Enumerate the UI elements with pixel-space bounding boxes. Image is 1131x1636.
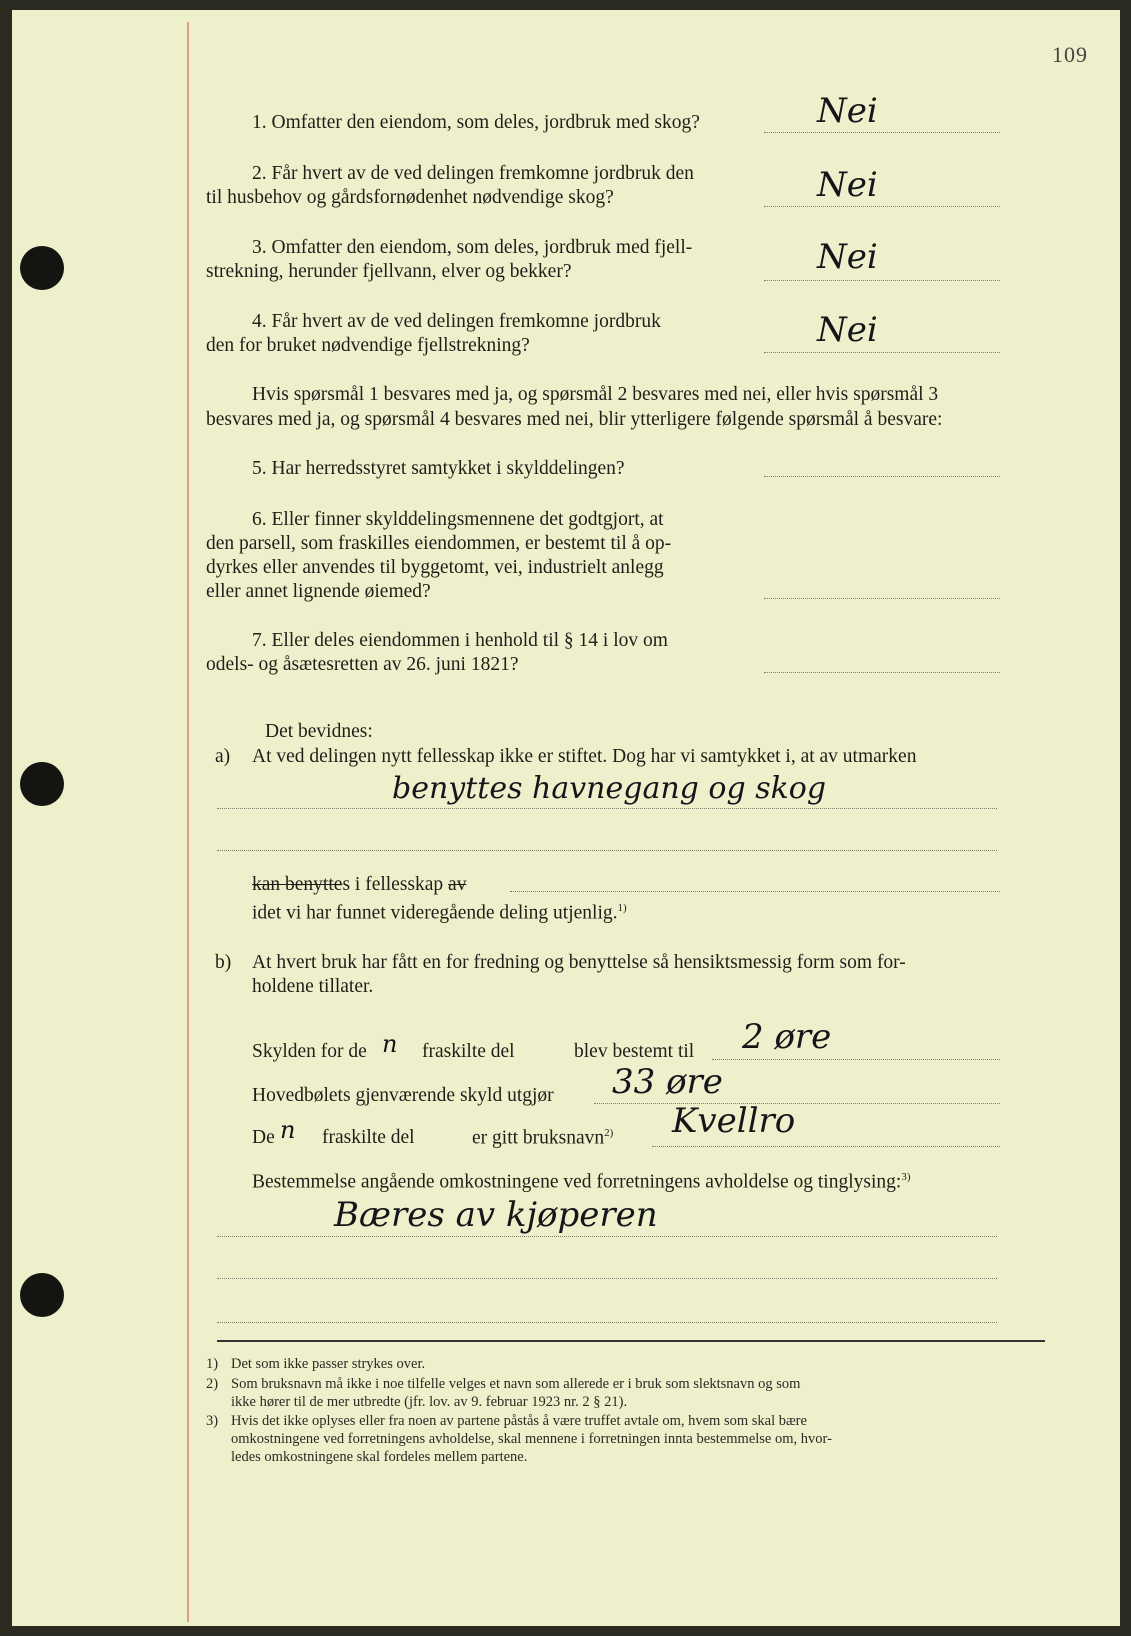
answer-line [764, 672, 1000, 673]
footnote-3-line3: ledes omkostningene skal fordeles mellem partene. [231, 1449, 528, 1465]
question-4-line2: den for bruket nødvendige fjellstrekning? [206, 335, 530, 356]
footnote-mark: 2) [206, 1376, 219, 1392]
footnote-mark: 3) [206, 1413, 219, 1429]
struck-text: kan benytte [252, 874, 343, 895]
item-a-line1: At ved delingen nytt fellesskap ikke er stiftet. Dog har vi samtykket i, at av utmarken [252, 746, 917, 767]
footnote-ref: 1) [617, 902, 627, 914]
item-b-label: b) [215, 952, 232, 973]
item-a-label: a) [215, 746, 231, 767]
hoved-value: 33 øre [612, 1062, 723, 1102]
document-page [12, 10, 1120, 1626]
item-b-line2: holdene tillater. [252, 976, 374, 997]
question-6-line4: eller annet lignende øiemed? [206, 581, 431, 602]
writing-line [510, 891, 1000, 892]
answer-line [764, 598, 1000, 599]
footnote-2-line2: ikke hører til de mer utbredte (jfr. lov. av 9. februar 1923 nr. 2 § 21). [231, 1394, 628, 1410]
footnote-rule [217, 1340, 1045, 1342]
navn-label-a: De [252, 1127, 275, 1148]
item-b-line1: At hvert bruk har fått en for fredning og benyttelse så hensiktsmessig form som for- [252, 952, 906, 973]
footnote-3-line1: Hvis det ikke oplyses eller fra noen av partene påstås å være truffet avtale om, hvem som skal bære [231, 1413, 807, 1429]
footnote-1-line1: Det som ikke passer strykes over. [231, 1356, 426, 1372]
question-6-line2: den parsell, som fraskilles eiendommen, er bestemt til å op- [206, 533, 672, 554]
question-1: 1. Omfatter den eiendom, som deles, jordbruk med skog? [252, 112, 700, 133]
navn-hw-n: n [280, 1116, 296, 1144]
answer-q4: Nei [817, 310, 878, 350]
answer-line [764, 280, 1000, 281]
question-4-line1: 4. Får hvert av de ved delingen fremkomne jordbruk [252, 311, 661, 332]
item-a-handwritten: benyttes havnegang og skog [392, 771, 827, 806]
question-2-line1: 2. Får hvert av de ved delingen fremkomne jordbruk den [252, 163, 694, 184]
writing-line [217, 808, 997, 809]
question-7-line2: odels- og åsætesretten av 26. juni 1821? [206, 654, 519, 675]
footnote-2-line1: Som bruksnavn må ikke i noe tilfelle velges et navn som allerede er i bruk som slektsnavn og som [231, 1376, 801, 1392]
item-a-line2 [252, 875, 466, 895]
question-7-line1: 7. Eller deles eiendommen i henhold til § 14 i lov om [252, 630, 668, 651]
writing-line [652, 1146, 1000, 1147]
skyld-hw-n: n [382, 1030, 398, 1058]
question-5: 5. Har herredsstyret samtykket i skylddelingen? [252, 458, 625, 479]
footnote-ref: 2) [604, 1127, 614, 1139]
hoved-label: Hovedbølets gjenværende skyld utgjør [252, 1085, 554, 1106]
certification-heading: Det bevidnes: [265, 721, 373, 742]
answer-q1: Nei [817, 91, 878, 131]
skyld-label-c: blev bestemt til [574, 1041, 695, 1062]
navn-value: Kvellro [672, 1101, 796, 1141]
item-a-line2-text: s i fellesskap [342, 874, 444, 895]
question-3-line2: strekning, herunder fjellvann, elver og bekker? [206, 261, 572, 282]
skyld-label-a: Skylden for de [252, 1041, 367, 1062]
writing-line [217, 1236, 997, 1237]
footnote-mark: 1) [206, 1356, 219, 1372]
answer-q2: Nei [817, 165, 878, 205]
answer-line [764, 476, 1000, 477]
writing-line [217, 1322, 997, 1323]
condition-line1: Hvis spørsmål 1 besvares med ja, og spørsmål 2 besvares med nei, eller hvis spørsmål 3 [252, 384, 939, 405]
navn-label-c [472, 1128, 613, 1148]
condition-line2: besvares med ja, og spørsmål 4 besvares med nei, blir ytterligere følgende spørsmål å besvare: [206, 409, 943, 430]
question-3-line1: 3. Omfatter den eiendom, som deles, jordbruk med fjell- [252, 237, 693, 258]
punch-hole [20, 1273, 64, 1317]
margin-line [187, 22, 189, 1622]
punch-hole [20, 246, 64, 290]
answer-line [764, 352, 1000, 353]
answer-q3: Nei [817, 237, 878, 277]
kost-value: Bæres av kjøperen [334, 1195, 658, 1235]
answer-line [764, 132, 1000, 133]
footnote-3-line2: omkostningene ved forretningens avholdelse, skal mennene i forretningen innta bestemmelse om, hvor- [231, 1431, 832, 1447]
answer-line [764, 206, 1000, 207]
punch-hole [20, 762, 64, 806]
writing-line [712, 1059, 1000, 1060]
kost-label-text: Bestemmelse angående omkostningene ved forretningens avholdelse og tinglysing: [252, 1171, 902, 1193]
page-number: 109 [1052, 42, 1088, 67]
skyld-value: 2 øre [742, 1017, 832, 1057]
skyld-label-b: fraskilte del [422, 1041, 515, 1062]
writing-line [217, 1278, 997, 1279]
item-a-line3-text: idet vi har funnet videregående deling utjenlig. [252, 902, 618, 924]
item-a-line3 [252, 903, 627, 923]
writing-line [594, 1103, 1000, 1104]
question-6-line1: 6. Eller finner skylddelingsmennene det godtgjort, at [252, 509, 664, 530]
writing-line [217, 850, 997, 851]
question-2-line2: til husbehov og gårdsfornødenhet nødvendige skog? [206, 187, 614, 208]
footnote-ref: 3) [901, 1171, 911, 1183]
kost-label [252, 1172, 910, 1192]
struck-text: av [448, 874, 467, 895]
navn-label-b: fraskilte del [322, 1127, 415, 1148]
navn-label-c-text: er gitt bruksnavn [472, 1127, 605, 1149]
question-6-line3: dyrkes eller anvendes til byggetomt, vei, industrielt anlegg [206, 557, 664, 578]
